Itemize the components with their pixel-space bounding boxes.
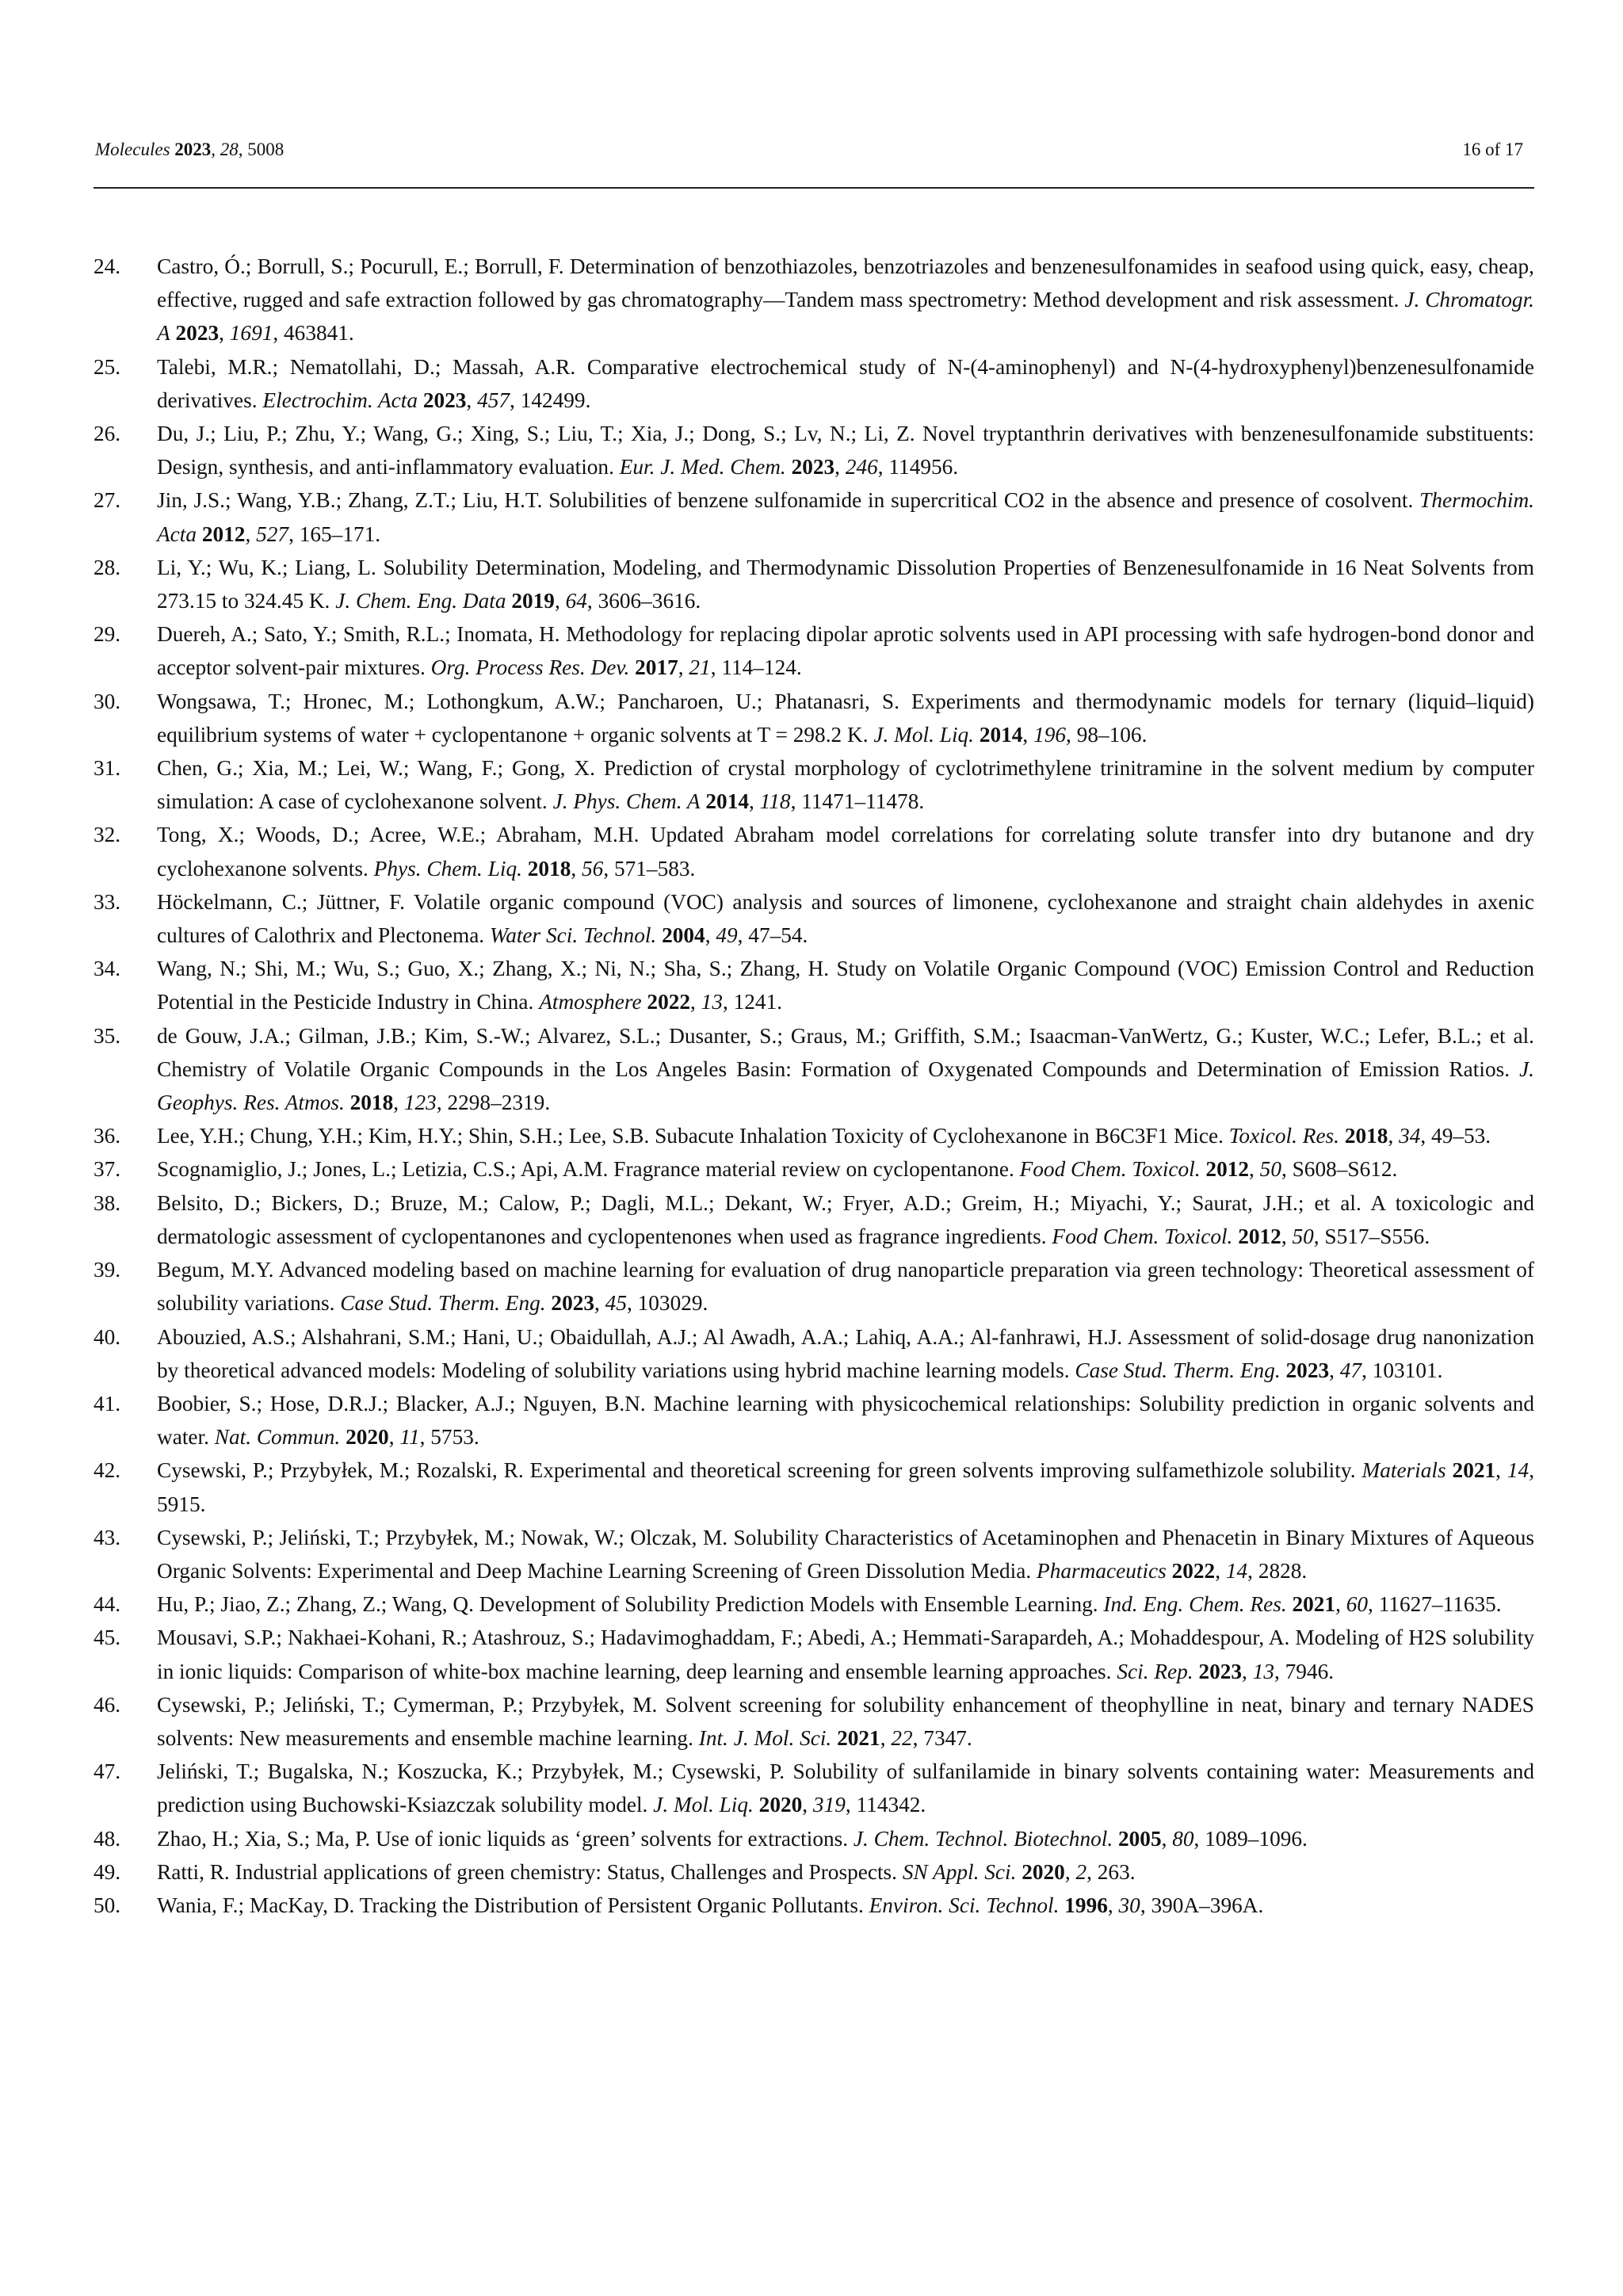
reference-number: 47. bbox=[94, 1759, 121, 1784]
page-header bbox=[94, 139, 1534, 189]
reference-pages: 142499. bbox=[520, 388, 591, 412]
reference-pages: 11627–11635. bbox=[1378, 1592, 1502, 1617]
reference-text: Jin, J.S.; Wang, Y.B.; Zhang, Z.T.; Liu, H.T. Solubilities of benzene sulfonamide in supercritical CO2 in the absence and presence of cosolvent. Thermochim. Acta 2012, 527, 165–171. bbox=[157, 488, 1534, 546]
reference-journal: Case Stud. Therm. Eng. bbox=[1075, 1358, 1281, 1382]
reference-text: Höckelmann, C.; Jüttner, F. Volatile organic compound (VOC) analysis and sources of limonene, cyclohexanone and straight chain aldehydes in axenic cultures of Calothrix and Plectonema. Water Sci. Technol. 2004, 49, 47–54. bbox=[157, 889, 1534, 948]
reference-journal: J. Phys. Chem. A bbox=[552, 789, 701, 814]
reference-volume: 56 bbox=[582, 856, 604, 881]
reference-journal: SN Appl. Sci. bbox=[902, 1859, 1017, 1884]
journal-year: 2023 bbox=[174, 139, 212, 159]
reference-volume: 47 bbox=[1339, 1358, 1362, 1382]
reference-pages: 5915. bbox=[157, 1492, 206, 1516]
reference-text: Abouzied, A.S.; Alshahrani, S.M.; Hani, U.; Obaidullah, A.J.; Al Awadh, A.A.; Lahiq, A.A.; Al-fanhrawi, H.J. Assessment of solid-dosage drug nanonization by theoretical advanced models: Modeling of solubility variations using hybrid machine learning models. Case Stud. Therm. Eng. 2023, 47, 103101. bbox=[157, 1324, 1534, 1382]
reference-item bbox=[94, 1387, 1534, 1454]
reference-item bbox=[94, 1320, 1534, 1387]
reference-item bbox=[94, 1889, 1534, 1922]
reference-pages: 3606–3616. bbox=[598, 589, 701, 613]
reference-volume: 527 bbox=[256, 521, 289, 546]
reference-volume: 45 bbox=[605, 1291, 627, 1316]
reference-authors-title: Zhao, H.; Xia, S.; Ma, P. Use of ionic liquids as ‘green’ solvents for extractions. bbox=[157, 1826, 849, 1851]
reference-item bbox=[94, 1587, 1534, 1621]
reference-pages: S517–S556. bbox=[1324, 1224, 1430, 1248]
reference-number: 49. bbox=[94, 1859, 121, 1884]
reference-item bbox=[94, 885, 1534, 952]
reference-volume: 60 bbox=[1346, 1592, 1369, 1617]
reference-volume: 30 bbox=[1118, 1893, 1140, 1917]
reference-number: 44. bbox=[94, 1592, 121, 1617]
reference-volume: 196 bbox=[1033, 722, 1067, 747]
reference-authors-title: Boobier, S.; Hose, D.R.J.; Blacker, A.J.; Nguyen, B.N. Machine learning with physicochemical relationships: Solubility prediction in organic solvents and water. bbox=[157, 1391, 1534, 1450]
reference-year: 2020 bbox=[1022, 1859, 1065, 1884]
reference-volume: 50 bbox=[1259, 1157, 1281, 1182]
reference-authors-title: Wongsawa, T.; Hronec, M.; Lothongkum, A.W.; Pancharoen, U.; Phatanasri, S. Experiments and thermodynamic models for ternary (liquid–liquid) equilibrium systems of water + cyclopentanone + organic solvents at T = 298.2 K. bbox=[157, 689, 1534, 747]
reference-item bbox=[94, 1822, 1534, 1855]
reference-authors-title: Belsito, D.; Bickers, D.; Bruze, M.; Calow, P.; Dagli, M.L.; Dekant, W.; Fryer, A.D.; Greim, H.; Miyachi, Y.; Saurat, J.H.; et al. A toxicologic and dermatologic assessment of cyclopentanones and cyclopentenones when used as fragrance ingredients. bbox=[157, 1190, 1534, 1248]
reference-text: Cysewski, P.; Przybyłek, M.; Rozalski, R. Experimental and theoretical screening for green solvents improving sulfamethizole solubility. Materials 2021, 14, 5915. bbox=[157, 1458, 1535, 1516]
reference-year: 2020 bbox=[346, 1425, 389, 1450]
reference-item bbox=[94, 1119, 1534, 1152]
reference-number: 36. bbox=[94, 1124, 121, 1148]
reference-text: Duereh, A.; Sato, Y.; Smith, R.L.; Inomata, H. Methodology for replacing dipolar aprotic solvents used in API processing with safe hydrogen-bond donor and acceptor solvent-pair mixtures. Org. Process Res. Dev. 2017, 21, 114–124. bbox=[157, 622, 1534, 680]
reference-journal: J. Geophys. Res. Atmos. bbox=[157, 1056, 1535, 1115]
reference-volume: 13 bbox=[701, 990, 723, 1014]
reference-journal: Ind. Eng. Chem. Res. bbox=[1103, 1592, 1287, 1617]
reference-volume: 123 bbox=[403, 1091, 437, 1115]
reference-journal: Water Sci. Technol. bbox=[489, 923, 657, 948]
reference-pages: 103101. bbox=[1372, 1358, 1443, 1382]
reference-number: 40. bbox=[94, 1324, 121, 1349]
reference-authors-title: Lee, Y.H.; Chung, Y.H.; Kim, H.Y.; Shin, S.H.; Lee, S.B. Subacute Inhalation Toxicity of Cyclohexanone in B6C3F1 Mice. bbox=[157, 1124, 1224, 1148]
reference-item bbox=[94, 617, 1534, 684]
reference-volume: 118 bbox=[759, 789, 791, 814]
reference-number: 34. bbox=[94, 957, 121, 981]
reference-item bbox=[94, 1019, 1534, 1120]
reference-text: Cysewski, P.; Jeliński, T.; Przybyłek, M.; Nowak, W.; Olczak, M. Solubility Characteristics of Acetaminophen and Phenacetin in Binary Mixtures of Aqueous Organic Solvents: Experimental and Deep Machine Learning Screening of Green Dissolution Media. Pharmaceutics 2022, 14, 2828. bbox=[157, 1525, 1534, 1583]
reference-number: 26. bbox=[94, 422, 121, 446]
reference-authors-title: Talebi, M.R.; Nematollahi, D.; Massah, A.R. Comparative electrochemical study of N-(4-aminophenyl) and N-(4-hydroxyphenyl)benzenesulfonamide derivatives. bbox=[157, 354, 1534, 412]
reference-year: 2021 bbox=[1292, 1592, 1336, 1617]
reference-volume: 319 bbox=[812, 1793, 846, 1817]
reference-item bbox=[94, 250, 1534, 350]
reference-volume: 21 bbox=[689, 655, 711, 680]
reference-year: 2018 bbox=[527, 856, 571, 881]
reference-authors-title: Hu, P.; Jiao, Z.; Zhang, Z.; Wang, Q. Development of Solubility Prediction Models with Ensemble Learning. bbox=[157, 1592, 1098, 1617]
reference-text: Wongsawa, T.; Hronec, M.; Lothongkum, A.W.; Pancharoen, U.; Phatanasri, S. Experiments and thermodynamic models for ternary (liquid–liquid) equilibrium systems of water + cyclopentanone + organic solvents at T = 298.2 K. J. Mol. Liq. 2014, 196, 98–106. bbox=[157, 689, 1534, 747]
reference-authors-title: Begum, M.Y. Advanced modeling based on machine learning for evaluation of drug nanoparticle preparation via green technology: Theoretical assessment of solubility variations. bbox=[157, 1258, 1534, 1316]
reference-volume: 80 bbox=[1172, 1826, 1194, 1851]
reference-authors-title: Scognamiglio, J.; Jones, L.; Letizia, C.S.; Api, A.M. Fragrance material review on cyclopentanone. bbox=[157, 1157, 1014, 1182]
reference-text: Belsito, D.; Bickers, D.; Bruze, M.; Calow, P.; Dagli, M.L.; Dekant, W.; Fryer, A.D.; Greim, H.; Miyachi, Y.; Saurat, J.H.; et al. A toxicologic and dermatologic assessment of cyclopentanones and cyclopentenones when used as fragrance ingredients. Food Chem. Toxicol. 2012, 50, S517–S556. bbox=[157, 1190, 1534, 1248]
total-pages: 17 bbox=[1505, 139, 1523, 159]
reference-pages: 11471–11478. bbox=[801, 789, 925, 814]
reference-authors-title: Cysewski, P.; Jeliński, T.; Cymerman, P.; Przybyłek, M. Solvent screening for solubility enhancement of theophylline in neat, binary and ternary NADES solvents: New measurements and ensemble machine learning. bbox=[157, 1692, 1534, 1750]
reference-item bbox=[94, 952, 1534, 1018]
reference-pages: 390A–396A. bbox=[1151, 1893, 1264, 1917]
reference-journal: Food Chem. Toxicol. bbox=[1052, 1224, 1233, 1248]
reference-authors-title: Tong, X.; Woods, D.; Acree, W.E.; Abraham, M.H. Updated Abraham model correlations for correlating solute transfer into dry butanone and dry cyclohexanone solvents. bbox=[157, 823, 1534, 881]
reference-authors-title: Li, Y.; Wu, K.; Liang, L. Solubility Determination, Modeling, and Thermodynamic Dissolution Properties of Benzenesulfonamide in 16 Neat Solvents from 273.15 to 324.45 K. bbox=[157, 555, 1534, 613]
reference-year: 2019 bbox=[511, 589, 555, 613]
page-number bbox=[1462, 139, 1523, 160]
reference-item bbox=[94, 1521, 1534, 1587]
reference-year: 2022 bbox=[647, 990, 691, 1014]
reference-volume: 457 bbox=[477, 388, 510, 412]
reference-authors-title: Cysewski, P.; Przybyłek, M.; Rozalski, R. Experimental and theoretical screening for green solvents improving sulfamethizole solubility. bbox=[157, 1458, 1356, 1483]
reference-journal: J. Mol. Liq. bbox=[873, 722, 974, 747]
reference-authors-title: de Gouw, J.A.; Gilman, J.B.; Kim, S.-W.; Alvarez, S.L.; Dusanter, S.; Graus, M.; Griffith, S.M.; Isaacman-VanWertz, G.; Kuster, W.C.; Lefer, B.L.; et al. Chemistry of Volatile Organic Compounds in the Los Angeles Basin: Formation of Oxygenated Compounds and Determination of Emission Ratios. bbox=[157, 1023, 1534, 1081]
reference-year: 1996 bbox=[1064, 1893, 1108, 1917]
reference-number: 42. bbox=[94, 1458, 121, 1483]
reference-text: Jeliński, T.; Bugalska, N.; Koszucka, K.; Przybyłek, M.; Cysewski, P. Solubility of sulfanilamide in binary solvents containing water: Measurements and prediction using Buchowski-Ksiazczak solubility model. J. Mol. Liq. 2020, 319, 114342. bbox=[157, 1759, 1534, 1817]
reference-number: 37. bbox=[94, 1157, 121, 1182]
reference-year: 2018 bbox=[1344, 1124, 1388, 1148]
reference-volume: 11 bbox=[399, 1425, 420, 1450]
reference-pages: 1089–1096. bbox=[1205, 1826, 1308, 1851]
reference-text: Chen, G.; Xia, M.; Lei, W.; Wang, F.; Gong, X. Prediction of crystal morphology of cyclotrimethylene trinitramine in the solvent medium by computer simulation: A case of cyclohexanone solvent. J. Phys. Chem. A 2014, 118, 11471–11478. bbox=[157, 756, 1534, 814]
reference-year: 2020 bbox=[758, 1793, 803, 1817]
journal-name: Molecules bbox=[95, 139, 170, 159]
reference-item bbox=[94, 1454, 1534, 1520]
reference-volume: 34 bbox=[1399, 1124, 1421, 1148]
reference-item bbox=[94, 685, 1534, 751]
reference-volume: 49 bbox=[716, 923, 738, 948]
reference-volume: 22 bbox=[891, 1725, 913, 1750]
reference-number: 32. bbox=[94, 823, 121, 847]
reference-pages: 49–53. bbox=[1431, 1124, 1491, 1148]
reference-volume: 64 bbox=[565, 589, 587, 613]
reference-item bbox=[94, 1253, 1534, 1320]
reference-item bbox=[94, 483, 1534, 550]
reference-journal: Food Chem. Toxicol. bbox=[1019, 1157, 1201, 1182]
reference-year: 2012 bbox=[1205, 1157, 1250, 1182]
reference-number: 25. bbox=[94, 354, 121, 379]
reference-text: Du, J.; Liu, P.; Zhu, Y.; Wang, G.; Xing, S.; Liu, T.; Xia, J.; Dong, S.; Lv, N.; Li, Z. Novel tryptanthrin derivatives with benzenesulfonamide substituents: Design, synthesis, and anti-inflammatory evaluation. Eur. J. Med. Chem. 2023, 246, 114956. bbox=[157, 422, 1534, 479]
reference-number: 31. bbox=[94, 756, 121, 781]
reference-authors-title: Höckelmann, C.; Jüttner, F. Volatile organic compound (VOC) analysis and sources of limonene, cyclohexanone and straight chain aldehydes in axenic cultures of Calothrix and Plectonema. bbox=[157, 889, 1534, 948]
reference-pages: 2828. bbox=[1258, 1558, 1308, 1583]
reference-text: Scognamiglio, J.; Jones, L.; Letizia, C.S.; Api, A.M. Fragrance material review on cyclopentanone. Food Chem. Toxicol. 2012, 50, S608–S612. bbox=[157, 1157, 1398, 1182]
reference-authors-title: Ratti, R. Industrial applications of green chemistry: Status, Challenges and Prospects. bbox=[157, 1859, 897, 1884]
reference-journal: Sci. Rep. bbox=[1117, 1659, 1193, 1683]
reference-journal: J. Chem. Eng. Data bbox=[335, 589, 506, 613]
reference-text: Lee, Y.H.; Chung, Y.H.; Kim, H.Y.; Shin, S.H.; Lee, S.B. Subacute Inhalation Toxicity of Cyclohexanone in B6C3F1 Mice. Toxicol. Res. 2018, 34, 49–53. bbox=[157, 1124, 1491, 1148]
reference-year: 2014 bbox=[705, 789, 749, 814]
reference-number: 48. bbox=[94, 1826, 121, 1851]
reference-item bbox=[94, 417, 1534, 483]
reference-number: 38. bbox=[94, 1190, 121, 1215]
reference-journal: Int. J. Mol. Sci. bbox=[698, 1725, 832, 1750]
reference-text: Talebi, M.R.; Nematollahi, D.; Massah, A.R. Comparative electrochemical study of N-(4-aminophenyl) and N-(4-hydroxyphenyl)benzenesulfonamide derivatives. Electrochim. Acta 2023, 457, 142499. bbox=[157, 354, 1534, 412]
reference-text: Mousavi, S.P.; Nakhaei-Kohani, R.; Atashrouz, S.; Hadavimoghaddam, F.; Abedi, A.; Hemmati-Sarapardeh, A.; Mohaddespour, A. Modeling of H2S solubility in ionic liquids: Comparison of white-box machine learning, deep learning and ensemble learning approaches. Sci. Rep. 2023, 13, 7946. bbox=[157, 1626, 1534, 1683]
reference-journal: Electrochim. Acta bbox=[262, 388, 418, 412]
reference-pages: 1241. bbox=[733, 990, 783, 1014]
reference-number: 43. bbox=[94, 1525, 121, 1549]
reference-item bbox=[94, 1688, 1534, 1755]
reference-text: Castro, Ó.; Borrull, S.; Pocurull, E.; Borrull, F. Determination of benzothiazoles, benzotriazoles and benzenesulfonamides in seafood using quick, easy, cheap, effective, rugged and safe extraction followed by gas chromatography—Tandem mass spectrometry: Method development and risk assessment. J. Chromatogr. A 2023, 1691, 463841. bbox=[157, 254, 1534, 346]
reference-list bbox=[94, 250, 1534, 1922]
reference-authors-title: Wania, F.; MacKay, D. Tracking the Distribution of Persistent Organic Pollutants. bbox=[157, 1893, 864, 1917]
reference-text: Cysewski, P.; Jeliński, T.; Cymerman, P.; Przybyłek, M. Solvent screening for solubility enhancement of theophylline in neat, binary and ternary NADES solvents: New measurements and ensemble machine learning. Int. J. Mol. Sci. 2021, 22, 7347. bbox=[157, 1692, 1534, 1750]
reference-year: 2018 bbox=[349, 1091, 394, 1115]
reference-year: 2005 bbox=[1118, 1826, 1162, 1851]
reference-authors-title: Duereh, A.; Sato, Y.; Smith, R.L.; Inomata, H. Methodology for replacing dipolar aprotic solvents used in API processing with safe hydrogen-bond donor and acceptor solvent-pair mixtures. bbox=[157, 622, 1534, 680]
reference-text: de Gouw, J.A.; Gilman, J.B.; Kim, S.-W.; Alvarez, S.L.; Dusanter, S.; Graus, M.; Griffith, S.M.; Isaacman-VanWertz, G.; Kuster, W.C.; Lefer, B.L.; et al. Chemistry of Volatile Organic Compounds in the Los Angeles Basin: Formation of Oxygenated Compounds and Determination of Emission Ratios. J. Geophys. Res. Atmos. 2018, 123, 2298–2319. bbox=[157, 1023, 1535, 1115]
reference-item bbox=[94, 350, 1534, 417]
reference-number: 29. bbox=[94, 622, 121, 647]
reference-pages: 2298–2319. bbox=[447, 1091, 551, 1115]
page-of: of bbox=[1485, 139, 1501, 159]
reference-journal: Org. Process Res. Dev. bbox=[430, 655, 630, 680]
reference-year: 2023 bbox=[1198, 1659, 1243, 1683]
reference-journal: Atmosphere bbox=[539, 990, 642, 1014]
journal-volume: 28 bbox=[220, 139, 239, 159]
reference-year: 2012 bbox=[201, 521, 246, 546]
reference-pages: 7946. bbox=[1285, 1659, 1335, 1683]
reference-number: 45. bbox=[94, 1626, 121, 1650]
reference-pages: 165–171. bbox=[299, 521, 381, 546]
reference-year: 2021 bbox=[1452, 1458, 1496, 1483]
reference-year: 2017 bbox=[635, 655, 678, 680]
reference-pages: 103029. bbox=[637, 1291, 708, 1316]
reference-pages: 47–54. bbox=[748, 923, 808, 948]
reference-year: 2023 bbox=[1285, 1358, 1330, 1382]
reference-journal: J. Chromatogr. A bbox=[157, 288, 1534, 346]
reference-journal: Materials bbox=[1361, 1458, 1446, 1483]
reference-volume: 14 bbox=[1225, 1558, 1248, 1583]
reference-year: 2004 bbox=[662, 923, 705, 948]
reference-authors-title: Wang, N.; Shi, M.; Wu, S.; Guo, X.; Zhang, X.; Ni, N.; Sha, S.; Zhang, H. Study on Volatile Organic Compound (VOC) Emission Control and Reduction Potential in the Pesticide Industry in China. bbox=[157, 957, 1534, 1014]
reference-text: Boobier, S.; Hose, D.R.J.; Blacker, A.J.; Nguyen, B.N. Machine learning with physicochemical relationships: Solubility prediction in organic solvents and water. Nat. Commun. 2020, 11, 5753. bbox=[157, 1391, 1534, 1450]
reference-text: Begum, M.Y. Advanced modeling based on machine learning for evaluation of drug nanoparticle preparation via green technology: Theoretical assessment of solubility variations. Case Stud. Therm. Eng. 2023, 45, 103029. bbox=[157, 1258, 1534, 1316]
reference-authors-title: Cysewski, P.; Jeliński, T.; Przybyłek, M.; Nowak, W.; Olczak, M. Solubility Characteristics of Acetaminophen and Phenacetin in Binary Mixtures of Aqueous Organic Solvents: Experimental and Deep Machine Learning Screening of Green Dissolution Media. bbox=[157, 1525, 1534, 1583]
reference-pages: 98–106. bbox=[1076, 722, 1148, 747]
reference-year: 2021 bbox=[837, 1725, 880, 1750]
reference-pages: 114956. bbox=[888, 455, 959, 479]
reference-authors-title: Castro, Ó.; Borrull, S.; Pocurull, E.; Borrull, F. Determination of benzothiazoles, benzotriazoles and benzenesulfonamides in seafood using quick, easy, cheap, effective, rugged and safe extraction followed by gas chromatography—Tandem mass spectrometry: Method development and risk assessment. bbox=[157, 254, 1534, 312]
journal-citation: Molecules 2023, 28, 5008 bbox=[95, 139, 285, 159]
reference-number: 27. bbox=[94, 488, 121, 513]
reference-journal: Pharmaceutics bbox=[1037, 1558, 1167, 1583]
reference-number: 30. bbox=[94, 689, 121, 713]
reference-number: 35. bbox=[94, 1023, 121, 1048]
reference-journal: Toxicol. Res. bbox=[1228, 1124, 1340, 1148]
reference-item bbox=[94, 1621, 1534, 1687]
reference-journal: Nat. Commun. bbox=[214, 1425, 341, 1450]
reference-volume: 13 bbox=[1252, 1659, 1274, 1683]
reference-year: 2023 bbox=[422, 388, 467, 412]
reference-volume: 2 bbox=[1075, 1859, 1087, 1884]
reference-journal: J. Mol. Liq. bbox=[653, 1793, 754, 1817]
reference-year: 2023 bbox=[175, 321, 220, 346]
reference-journal: Thermochim. Acta bbox=[157, 488, 1534, 546]
reference-year: 2014 bbox=[979, 722, 1023, 747]
reference-volume: 14 bbox=[1507, 1458, 1529, 1483]
current-page: 16 bbox=[1462, 139, 1481, 159]
reference-pages: 463841. bbox=[284, 321, 354, 346]
reference-item bbox=[94, 751, 1534, 818]
reference-number: 33. bbox=[94, 889, 121, 914]
reference-item bbox=[94, 1755, 1534, 1821]
reference-number: 41. bbox=[94, 1391, 121, 1415]
reference-journal: Eur. J. Med. Chem. bbox=[619, 455, 786, 479]
reference-number: 24. bbox=[94, 254, 121, 278]
reference-text: Zhao, H.; Xia, S.; Ma, P. Use of ionic liquids as ‘green’ solvents for extractions. J. Chem. Technol. Biotechnol. 2005, 80, 1089–1096. bbox=[157, 1826, 1308, 1851]
reference-text: Wania, F.; MacKay, D. Tracking the Distribution of Persistent Organic Pollutants. Environ. Sci. Technol. 1996, 30, 390A–396A. bbox=[157, 1893, 1264, 1917]
reference-journal: Phys. Chem. Liq. bbox=[373, 856, 522, 881]
reference-pages: 7347. bbox=[923, 1725, 972, 1750]
reference-pages: 571–583. bbox=[613, 856, 696, 881]
reference-authors-title: Mousavi, S.P.; Nakhaei-Kohani, R.; Atashrouz, S.; Hadavimoghaddam, F.; Abedi, A.; Hemmati-Sarapardeh, A.; Mohaddespour, A. Modeling of H2S solubility in ionic liquids: Comparison of white-box machine learning, deep learning and ensemble learning approaches. bbox=[157, 1626, 1534, 1683]
reference-text: Tong, X.; Woods, D.; Acree, W.E.; Abraham, M.H. Updated Abraham model correlations for correlating solute transfer into dry butanone and dry cyclohexanone solvents. Phys. Chem. Liq. 2018, 56, 571–583. bbox=[157, 823, 1534, 881]
reference-journal: J. Chem. Technol. Biotechnol. bbox=[853, 1826, 1113, 1851]
reference-item bbox=[94, 1855, 1534, 1889]
reference-text: Ratti, R. Industrial applications of green chemistry: Status, Challenges and Prospects. SN Appl. Sci. 2020, 2, 263. bbox=[157, 1859, 1136, 1884]
reference-volume: 246 bbox=[845, 455, 878, 479]
reference-pages: 5753. bbox=[430, 1425, 479, 1450]
reference-item bbox=[94, 1152, 1534, 1186]
reference-authors-title: Abouzied, A.S.; Alshahrani, S.M.; Hani, U.; Obaidullah, A.J.; Al Awadh, A.A.; Lahiq, A.A.; Al-fanhrawi, H.J. Assessment of solid-dosage drug nanonization by theoretical advanced models: Modeling of solubility variations using hybrid machine learning models. bbox=[157, 1324, 1534, 1382]
reference-number: 46. bbox=[94, 1692, 121, 1717]
reference-item bbox=[94, 551, 1534, 617]
reference-volume: 1691 bbox=[229, 321, 273, 346]
reference-year: 2022 bbox=[1171, 1558, 1216, 1583]
reference-number: 28. bbox=[94, 555, 121, 579]
reference-text: Li, Y.; Wu, K.; Liang, L. Solubility Determination, Modeling, and Thermodynamic Dissolution Properties of Benzenesulfonamide in 16 Neat Solvents from 273.15 to 324.45 K. J. Chem. Eng. Data 2019, 64, 3606–3616. bbox=[157, 555, 1534, 613]
reference-journal: Case Stud. Therm. Eng. bbox=[340, 1291, 546, 1316]
reference-number: 39. bbox=[94, 1258, 121, 1282]
reference-year: 2023 bbox=[551, 1291, 595, 1316]
reference-text: Wang, N.; Shi, M.; Wu, S.; Guo, X.; Zhang, X.; Ni, N.; Sha, S.; Zhang, H. Study on Volatile Organic Compound (VOC) Emission Control and Reduction Potential in the Pesticide Industry in China. Atmosphere 2022, 13, 1241. bbox=[157, 957, 1534, 1014]
reference-text: Hu, P.; Jiao, Z.; Zhang, Z.; Wang, Q. Development of Solubility Prediction Models with Ensemble Learning. Ind. Eng. Chem. Res. 2021, 60, 11627–11635. bbox=[157, 1592, 1502, 1617]
reference-item bbox=[94, 1186, 1534, 1253]
reference-pages: S608–S612. bbox=[1292, 1157, 1398, 1182]
reference-authors-title: Chen, G.; Xia, M.; Lei, W.; Wang, F.; Gong, X. Prediction of crystal morphology of cyclotrimethylene trinitramine in the solvent medium by computer simulation: A case of cyclohexanone solvent. bbox=[157, 756, 1534, 814]
reference-volume: 50 bbox=[1292, 1224, 1314, 1248]
reference-item bbox=[94, 818, 1534, 884]
reference-authors-title: Jeliński, T.; Bugalska, N.; Koszucka, K.; Przybyłek, M.; Cysewski, P. Solubility of sulfanilamide in binary solvents containing water: Measurements and prediction using Buchowski-Ksiazczak solubility model. bbox=[157, 1759, 1534, 1817]
reference-number: 50. bbox=[94, 1893, 121, 1917]
reference-pages: 114–124. bbox=[721, 655, 802, 680]
reference-authors-title: Jin, J.S.; Wang, Y.B.; Zhang, Z.T.; Liu, H.T. Solubilities of benzene sulfonamide in supercritical CO2 in the absence and presence of cosolvent. bbox=[157, 488, 1414, 513]
reference-year: 2012 bbox=[1238, 1224, 1281, 1248]
reference-pages: 114342. bbox=[856, 1793, 926, 1817]
article-number: 5008 bbox=[247, 139, 285, 159]
reference-pages: 263. bbox=[1097, 1859, 1136, 1884]
reference-authors-title: Du, J.; Liu, P.; Zhu, Y.; Wang, G.; Xing, S.; Liu, T.; Xia, J.; Dong, S.; Lv, N.; Li, Z. Novel tryptanthrin derivatives with benzenesulfonamide substituents: Design, synthesis, and anti-inflammatory evaluation. bbox=[157, 422, 1534, 479]
reference-journal: Environ. Sci. Technol. bbox=[869, 1893, 1060, 1917]
reference-year: 2023 bbox=[791, 455, 835, 479]
